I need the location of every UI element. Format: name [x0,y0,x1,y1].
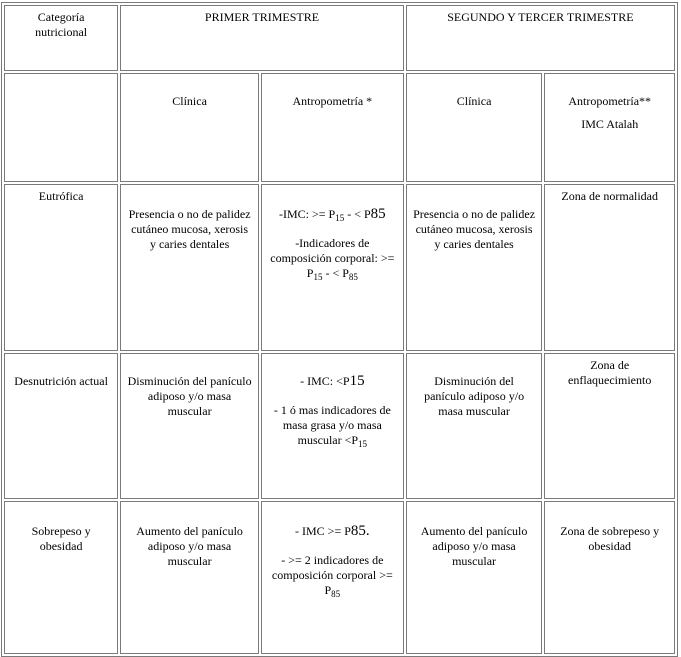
table-subheader-row [4,73,675,182]
antropometria-cell: Zona de enflaquecimiento [544,353,675,499]
table-row [4,501,675,654]
antropometria-cell: - IMC: <P15 - 1 ó mas indicadores de masa grasa y/o masa muscular $<P_{15}$ [261,353,404,499]
category-cell: Eutrófica [4,184,118,351]
subheader-antropometria-1: Antropometría * [261,73,404,182]
clinica-cell: Aumento del panículo adiposo y/o masa muscular [406,501,543,654]
category-cell: Desnutrición actual [4,353,118,499]
header-first-trimester: PRIMER TRIMESTRE [120,5,404,71]
category-cell: Sobrepeso y obesidad [4,501,118,654]
subheader-antropometria-2: Antropometría** IMC Atalah [544,73,675,182]
table-row [4,353,675,499]
antropometria-cell: Zona de normalidad [544,184,675,351]
antropometria-cell: - IMC >= P85. - >= 2 indicadores de composición corporal >= $P_{85}$ [261,501,404,654]
subheader-empty [4,73,118,182]
clinica-cell: Disminución del panículo adiposo y/o masa muscular [406,353,543,499]
header-category: Categoría nutricional [4,5,118,71]
clinica-cell: Presencia o no de palidez cutáneo mucosa, xerosis y caries dentales [120,184,259,351]
antropometria-cell: Zona de sobrepeso y obesidad [544,501,675,654]
clinica-cell: Presencia o no de palidez cutáneo mucosa, xerosis y caries dentales [406,184,543,351]
clinica-cell: Aumento del panículo adiposo y/o masa muscular [120,501,259,654]
subheader-clinica-1: Clínica [120,73,259,182]
header-second-third-trimester: SEGUNDO Y TERCER TRIMESTRE [406,5,675,71]
subheader-clinica-2: Clínica [406,73,543,182]
table-row [4,184,675,351]
clinica-cell: Disminución del panículo adiposo y/o masa muscular [120,353,259,499]
nutrition-table [1,2,678,657]
antropometria-cell: -IMC: >= $P_{15}$ - < P85 -Indicadores de composición corporal: >= $P_{15}$ - < $P_{85}$ [261,184,404,351]
table-header-row [4,5,675,71]
